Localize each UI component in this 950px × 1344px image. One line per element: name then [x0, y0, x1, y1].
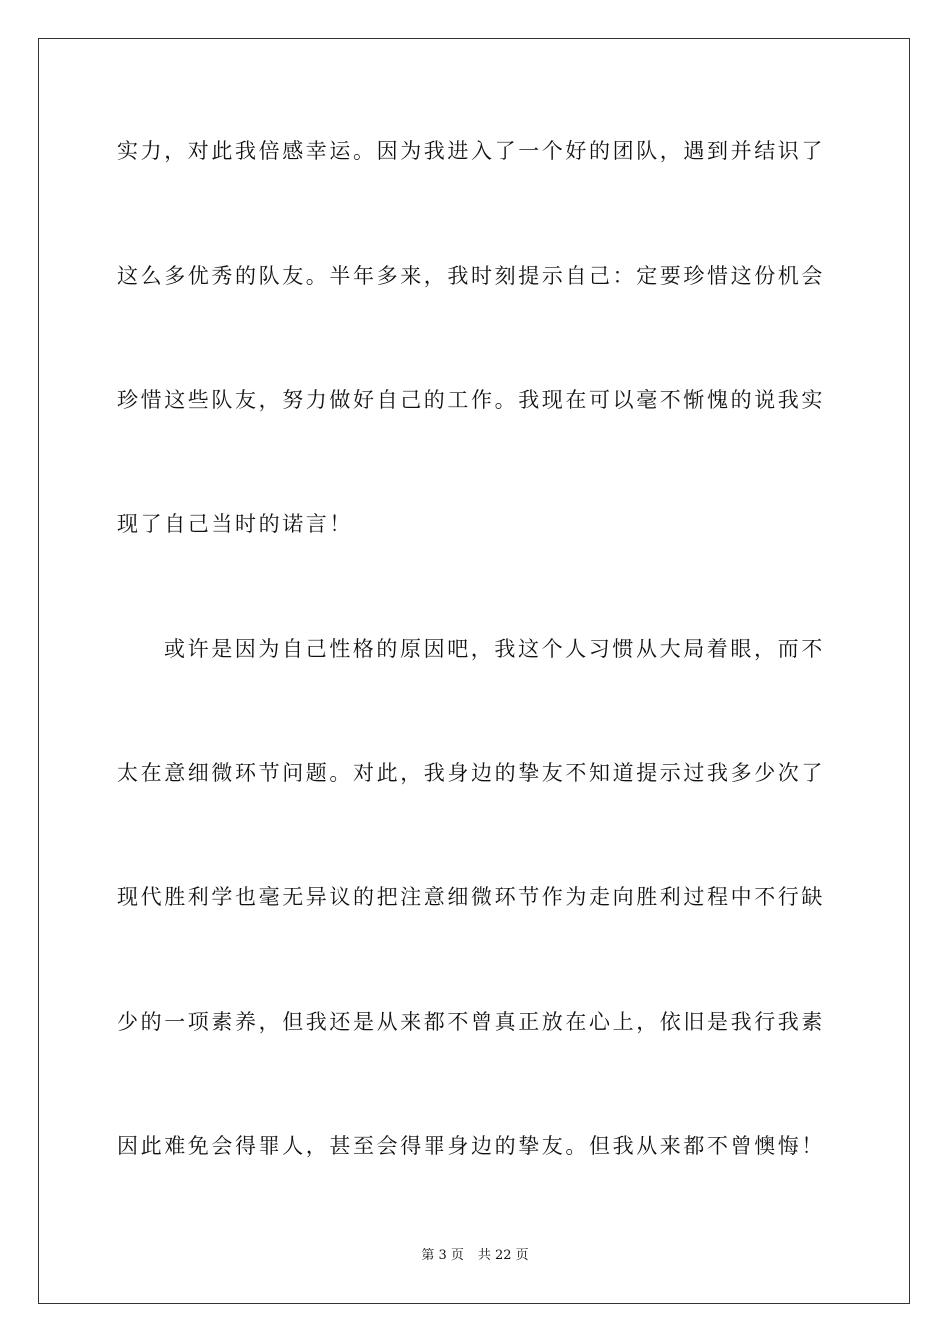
body-text-line: 现了自己当时的诺言！	[117, 512, 353, 536]
body-text-line: 少的一项素养，但我还是从来都不曾真正放在心上，依旧是我行我素	[117, 1010, 825, 1034]
body-text-line: 珍惜这些队友，努力做好自己的工作。我现在可以毫不惭愧的说我实	[117, 388, 825, 412]
page-number: 第 3 页	[421, 1248, 464, 1263]
body-text-line: 现代胜利学也毫无异议的把注意细微环节作为走向胜利过程中不行缺	[117, 885, 825, 909]
body-text-line: 因此难免会得罪人，甚至会得罪身边的挚友。但我从来都不曾懊悔！	[117, 1134, 825, 1158]
page-border	[38, 38, 910, 1304]
paragraph-start-line: 或许是因为自己性格的原因吧，我这个人习惯从大局着眼，而不	[164, 637, 825, 661]
page-total: 共 22 页	[477, 1248, 529, 1263]
page-footer	[0, 1247, 950, 1265]
body-text-line: 这么多优秀的队友。半年多来，我时刻提示自己：定要珍惜这份机会	[117, 264, 825, 288]
body-text-line: 实力，对此我倍感幸运。因为我进入了一个好的团队，遇到并结识了	[117, 139, 825, 163]
body-text-line: 太在意细微环节问题。对此，我身边的挚友不知道提示过我多少次了	[117, 761, 825, 785]
